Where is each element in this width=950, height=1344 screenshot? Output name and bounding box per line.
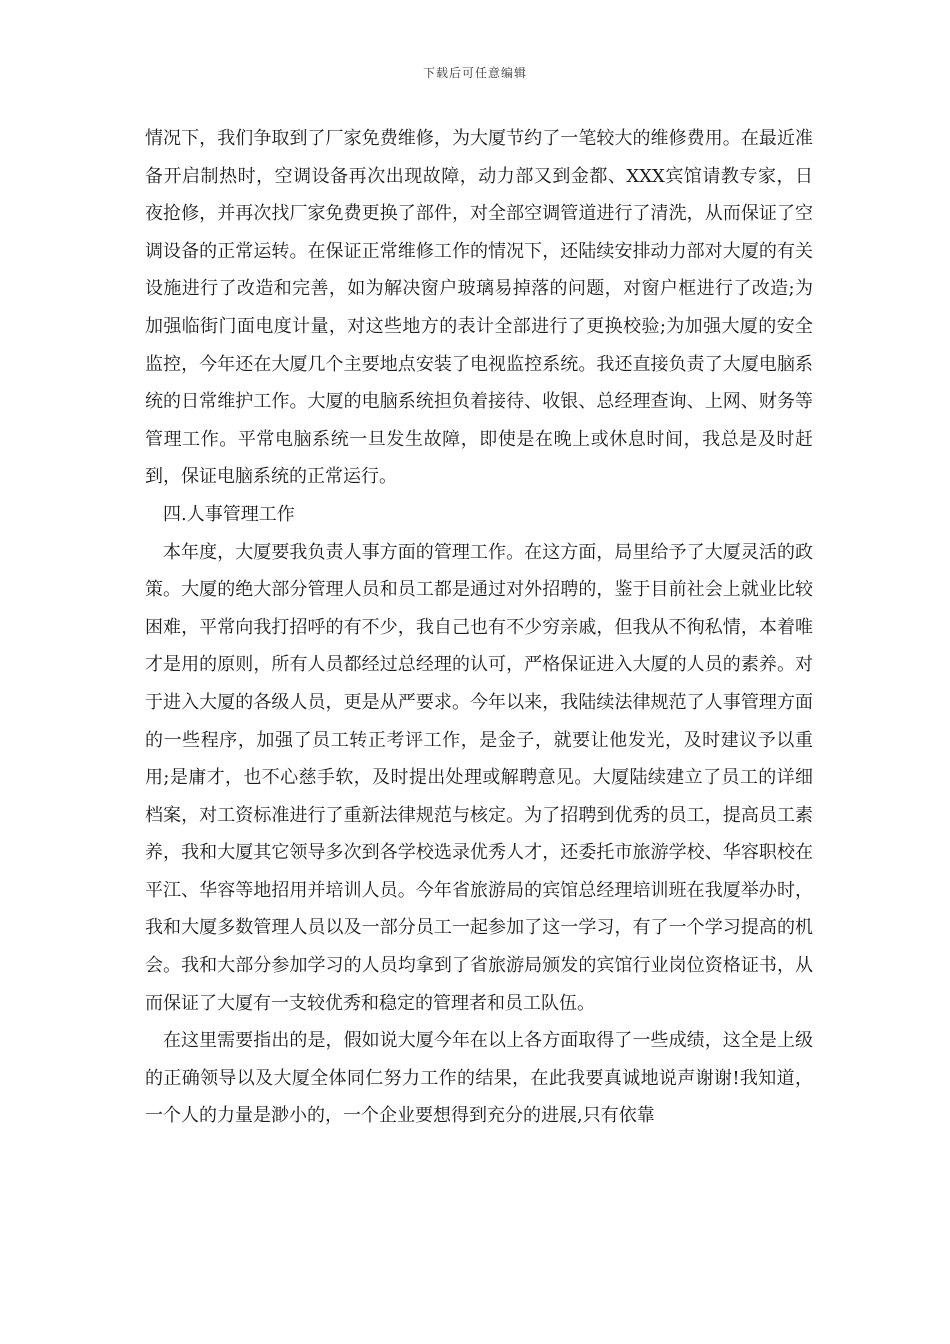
section-heading-personnel: 四.人事管理工作 xyxy=(163,503,295,525)
paragraph-maintenance-continued: 情况下，我们争取到了厂家免费维修，为大厦节约了一笔较大的维修费用。在最近准备开启制热时，空调设备再次出现故障，动力部又到金都、XXX宾馆请教专家，日夜抢修，并再次找厂家免费更换了部件，对全部空调管道进行了清洗，从而保证了空调设备的正常运转。在保证正常维修工作的情况下，还陆续安排动力部对大厦的有关设施进行了改造和完善，如为解决窗户玻璃易掉落的问题，对窗户框进行了改造;为加强临街门面电度计量，对这些地方的表计全部进行了更换校验;为加强大厦的安全监控，今年还在大厦几个主要地点安装了电视监控系统。我还直接负责了大厦电脑系统的日常维护工作。大厦的电脑系统担负着接待、收银、总经理查询、上网、财务等管理工作。平常电脑系统一旦发生故障，即使是在晚上或休息时间，我总是及时赶到，保证电脑系统的正常运行。 xyxy=(145,128,813,488)
paragraph-personnel: 本年度，大厦要我负责人事方面的管理工作。在这方面，局里给予了大厦灵活的政策。大厦的绝大部分管理人员和员工都是通过对外招聘的，鉴于目前社会上就业比较困难，平常向我打招呼的有不少，我自己也有不少穷亲戚，但我从不徇私情，本着唯才是用的原则，所有人员都经过总经理的认可，严格保证进入大厦的人员的素养。对于进入大厦的各级人员，更是从严要求。今年以来，我陆续法律规范了人事管理方面的一些程序，加强了员工转正考评工作，是金子，就要让他发光，及时建议予以重用;是庸才，也不心慈手软，及时提出处理或解聘意见。大厦陆续建立了员工的详细档案，对工资标准进行了重新法律规范与核定。为了招聘到优秀的员工，提高员工素养，我和大厦其它领导多次到各学校选录优秀人才，还委托市旅游学校、华容职校在平江、华容等地招用并培训人员。今年省旅游局的宾馆总经理培训班在我厦举办时，我和大厦多数管理人员以及一部分员工一起参加了这一学习，有了一个学习提高的机会。我和大部分参加学习的人员均拿到了省旅游局颁发的宾馆行业岗位资格证书，从而保证了大厦有一支较优秀和稳定的管理者和员工队伍。 xyxy=(145,541,813,1014)
document-body xyxy=(145,120,813,1135)
page-header: 下载后可任意编辑 xyxy=(422,66,527,80)
paragraph-acknowledgement: 在这里需要指出的是，假如说大厦今年在以上各方面取得了一些成绩，这全是上级的正确领导以及大厦全体同仁努力工作的结果，在此我要真诚地说声谢谢!我知道，一个人的力量是渺小的，一个企业要想得到充分的进展,只有依靠 xyxy=(145,1030,813,1127)
